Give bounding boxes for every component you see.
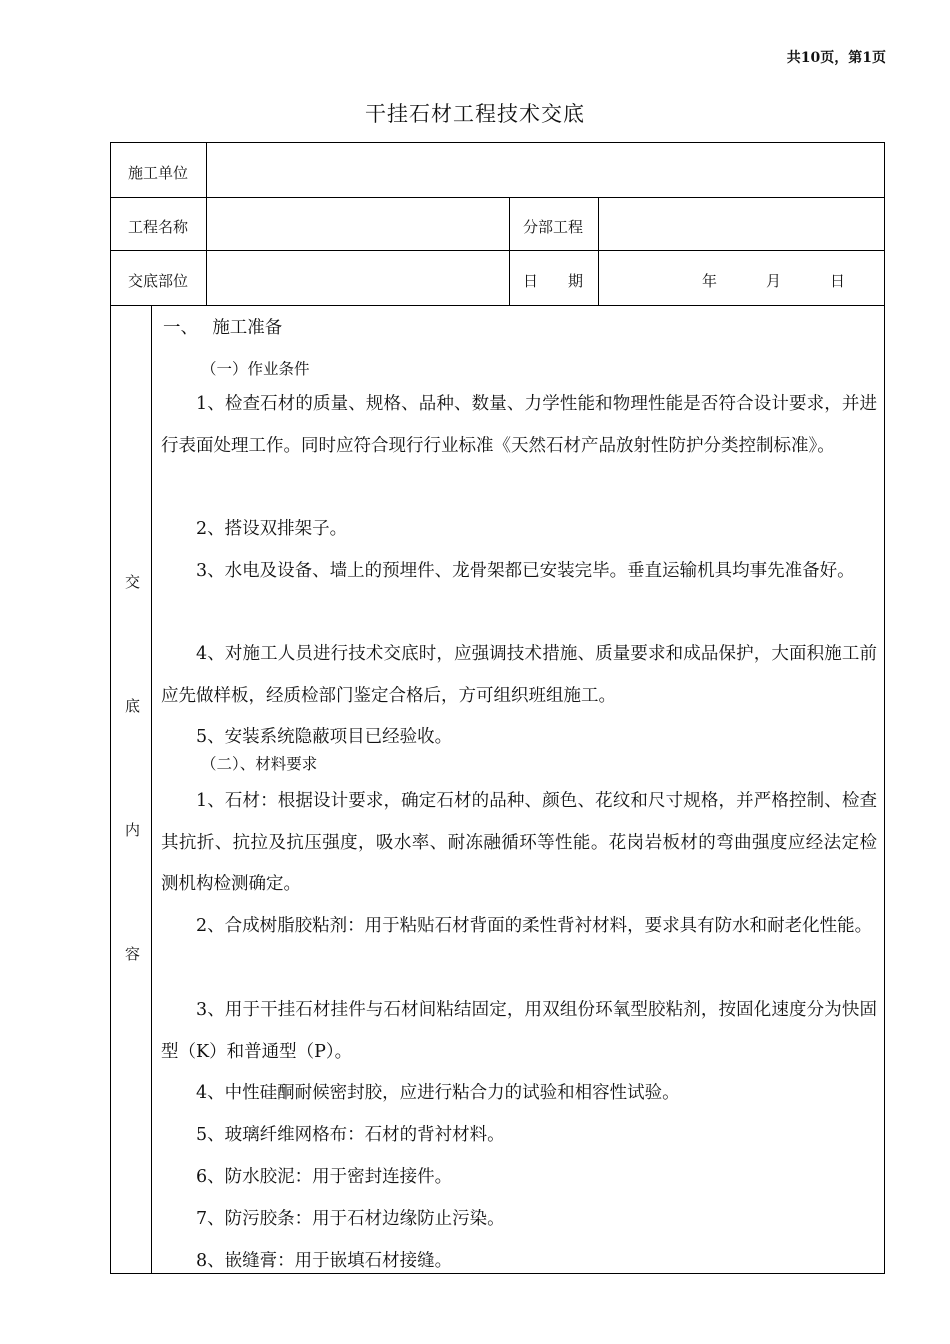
date-day: 日	[830, 272, 846, 290]
row-divider	[111, 197, 884, 198]
date-year: 年	[702, 272, 718, 290]
content-paragraph: 5、安装系统隐蔽项目已经验收。	[196, 727, 453, 747]
content-paragraph: 3、水电及设备、墙上的预埋件、龙骨架都已安装完毕。垂直运输机具均事先准备好。	[196, 561, 855, 581]
date-label: 日 期	[523, 272, 584, 290]
content-paragraph: 2、合成树脂胶粘剂：用于粘贴石材背面的柔性背衬材料，要求具有防水和耐老化性能。	[196, 916, 873, 936]
row-divider	[111, 305, 884, 306]
content-paragraph: 3、用于干挂石材挂件与石材间粘结固定，用双组份环氧型胶粘剂，按固化速度分为快固型（K）和普通型（P）。	[161, 1000, 877, 1062]
sub-project-label: 分部工程	[523, 218, 584, 236]
side-label-char: 内	[125, 821, 141, 839]
page-number: 共10页，第1页	[786, 50, 886, 66]
column-divider	[206, 143, 207, 305]
section-heading: 一、 施工准备	[163, 318, 283, 338]
sub-heading: （二）、材料要求	[201, 755, 318, 773]
disclosure-form-table	[110, 142, 885, 1274]
side-label-char: 底	[125, 697, 141, 715]
date-month: 月	[766, 272, 782, 290]
column-divider	[151, 305, 152, 1273]
side-label-char: 交	[125, 573, 141, 591]
content-paragraph: 4、中性硅酮耐候密封胶，应进行粘合力的试验和相容性试验。	[196, 1083, 680, 1103]
content-paragraph: 1、检查石材的质量、规格、品种、数量、力学性能和物理性能是否符合设计要求，并进行表面处理工作。同时应符合现行行业标准《天然石材产品放射性防护分类控制标准》。	[161, 394, 877, 456]
column-divider	[598, 197, 599, 305]
content-paragraph: 8、嵌缝膏：用于嵌填石材接缝。	[196, 1251, 453, 1271]
side-label-char: 容	[125, 945, 141, 963]
content-paragraph: 7、防污胶条：用于石材边缘防止污染。	[196, 1209, 505, 1229]
content-paragraph: 6、防水胶泥：用于密封连接件。	[196, 1167, 453, 1187]
column-divider	[509, 197, 510, 305]
content-paragraph: 2、搭设双排架子。	[196, 519, 348, 539]
content-paragraph: 1、石材：根据设计要求，确定石材的品种、颜色、花纹和尺寸规格，并严格控制、检查其抗折、抗拉及抗压强度，吸水率、耐冻融循环等性能。花岗岩板材的弯曲强度应经法定检测机构检测确定。	[161, 791, 877, 894]
project-name-label: 工程名称	[128, 218, 189, 236]
construction-unit-label: 施工单位	[128, 164, 189, 182]
content-paragraph: 4、对施工人员进行技术交底时，应强调技术措施、质量要求和成品保护，大面积施工前应先做样板，经质检部门鉴定合格后，方可组织班组施工。	[161, 644, 877, 706]
sub-heading: （一）作业条件	[201, 360, 310, 378]
document-title: 干挂石材工程技术交底	[365, 102, 585, 126]
disclosure-part-label: 交底部位	[128, 272, 189, 290]
content-paragraph: 5、玻璃纤维网格布：石材的背衬材料。	[196, 1125, 505, 1145]
row-divider	[111, 250, 884, 251]
